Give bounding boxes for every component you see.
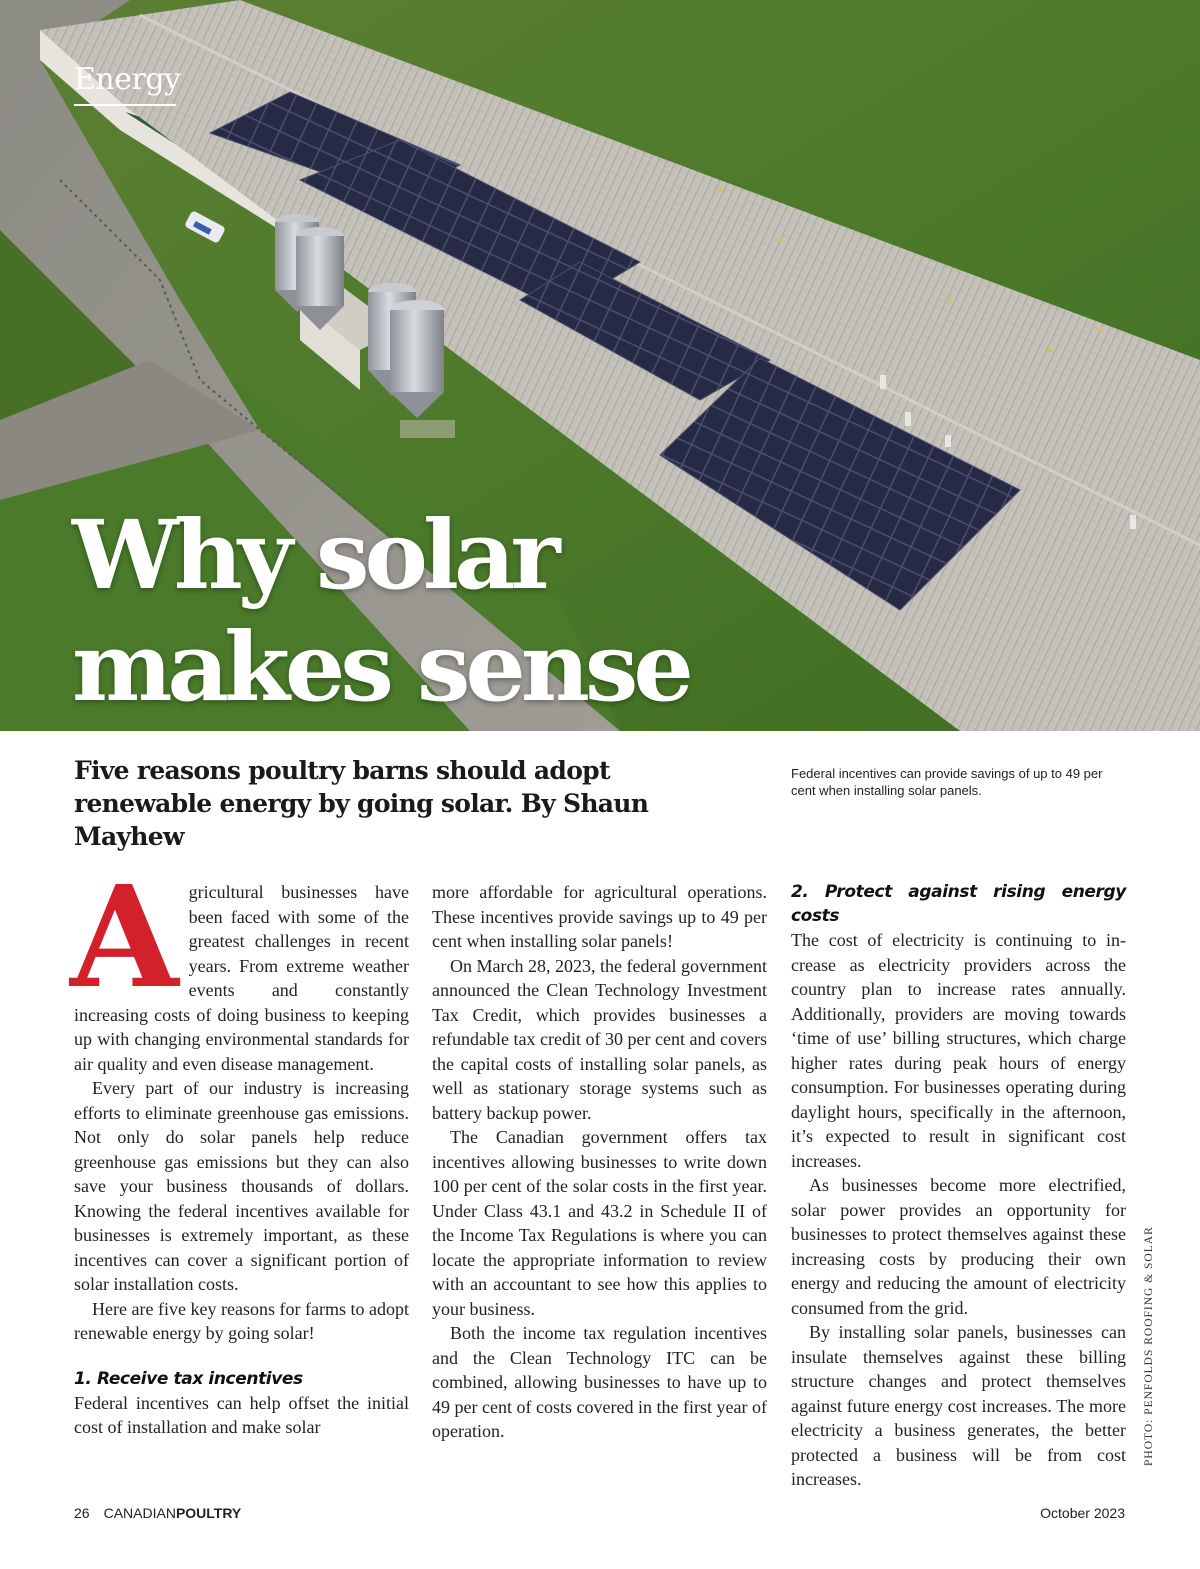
footer-left <box>74 1505 241 1521</box>
paragraph: On March 28, 2023, the federal government announced the Clean Technology Investment Tax Credit, which provides businesses a refundable tax credit of 30 per cent and covers the capital costs of installing solar panels, as well as stationary storage systems such as battery backup power. <box>432 955 767 1123</box>
section-label: Energy <box>74 62 181 97</box>
issue-date: October 2023 <box>1040 1505 1125 1521</box>
paragraph: The cost of electricity is continuing to increase as electricity providers across the country plan to increase rates annually. Additionally, providers are moving towards ‘time of use’ billing structures, which charge higher rates during peak hours of energy consumption. For businesses operating during daylight hours, specifically in the afternoon, it’s expected to result in significant cost increases. <box>791 930 1126 1171</box>
section-heading-2: 2. Protect against rising energy costs <box>791 882 1126 926</box>
magazine-name-bold: POULTRY <box>175 1505 242 1521</box>
section-heading-1: 1. Receive tax incentives <box>74 1368 303 1389</box>
paragraph: As businesses become more electrified, solar power provides an opportunity for businesses to protect themselves against these increasing costs by producing their own energy and reducing the amount of electricity consumed from the grid. <box>791 1175 1126 1318</box>
paragraph: The Canadian government offers tax incentives allowing businesses to write down 100 per cent of the solar costs in the first year. Under Class 43.1 and 43.2 in Schedule II of the Income Tax Regulations is where you can locate the appropriate information to review with an accountant to see how this applies to your business. <box>432 1127 767 1319</box>
paragraph: gricultural businesses have been faced with some of the greatest challenges in recent years. From extreme weather events and constantly increasing costs of doing business to keeping up with changing environmental standards for air quality and even disease management. <box>74 882 409 1074</box>
photo-credit: PHOTO: PENFOLDS ROOFING & SOLAR <box>1143 1226 1155 1466</box>
paragraph: Here are five key reasons for farms to adopt renewable energy by going solar! <box>74 1298 409 1343</box>
headline-line-2: makes sense <box>72 612 689 723</box>
paragraph: By installing solar panels, businesses can insulate themselves against these billing structure changes and protect themselves against future energy cost increases. The more electricity a business generates, the better protected a business will be from cost increases. <box>791 1322 1126 1489</box>
headline <box>72 500 832 724</box>
paragraph: Every part of our industry is increasing efforts to eliminate greenhouse gas emissions. Not only do solar panels help reduce greenhouse gas emissions but they can also save your business thousands of dollars. Knowing the federal incentives available for businesses is extremely important, as these incentives can cover a significant portion of solar installation costs. <box>74 1078 409 1294</box>
magazine-name-light: CANADIAN <box>103 1505 176 1521</box>
photo-caption: Federal incentives can provide savings of up to 49 per cent when installing solar panels. <box>791 766 1103 798</box>
article-column-3 <box>791 880 1126 1492</box>
article-column-1 <box>70 856 409 1440</box>
byline: By Shaun Mayhew <box>74 789 649 851</box>
paragraph: more affordable for agricultural operations. These incentives provide savings up to 49 per cent when installing solar panels! <box>432 882 767 951</box>
article-column-2 <box>432 880 767 1444</box>
headline-line-1: Why solar <box>72 500 556 611</box>
paragraph: Federal incentives can help offset the initial cost of installation and make solar <box>74 1392 409 1437</box>
subhead-text: Five reasons poultry barns should adopt renewable energy by going solar. <box>74 756 610 818</box>
subheadline <box>74 754 754 853</box>
page-number: 26 <box>74 1505 90 1521</box>
section-underline <box>74 104 176 106</box>
drop-cap: A <box>70 856 179 1020</box>
paragraph: Both the income tax regulation incentives and the Clean Technology ITC can be combined, allowing businesses to have up to 49 per cent of costs covered in the first year of operation. <box>432 1323 767 1441</box>
